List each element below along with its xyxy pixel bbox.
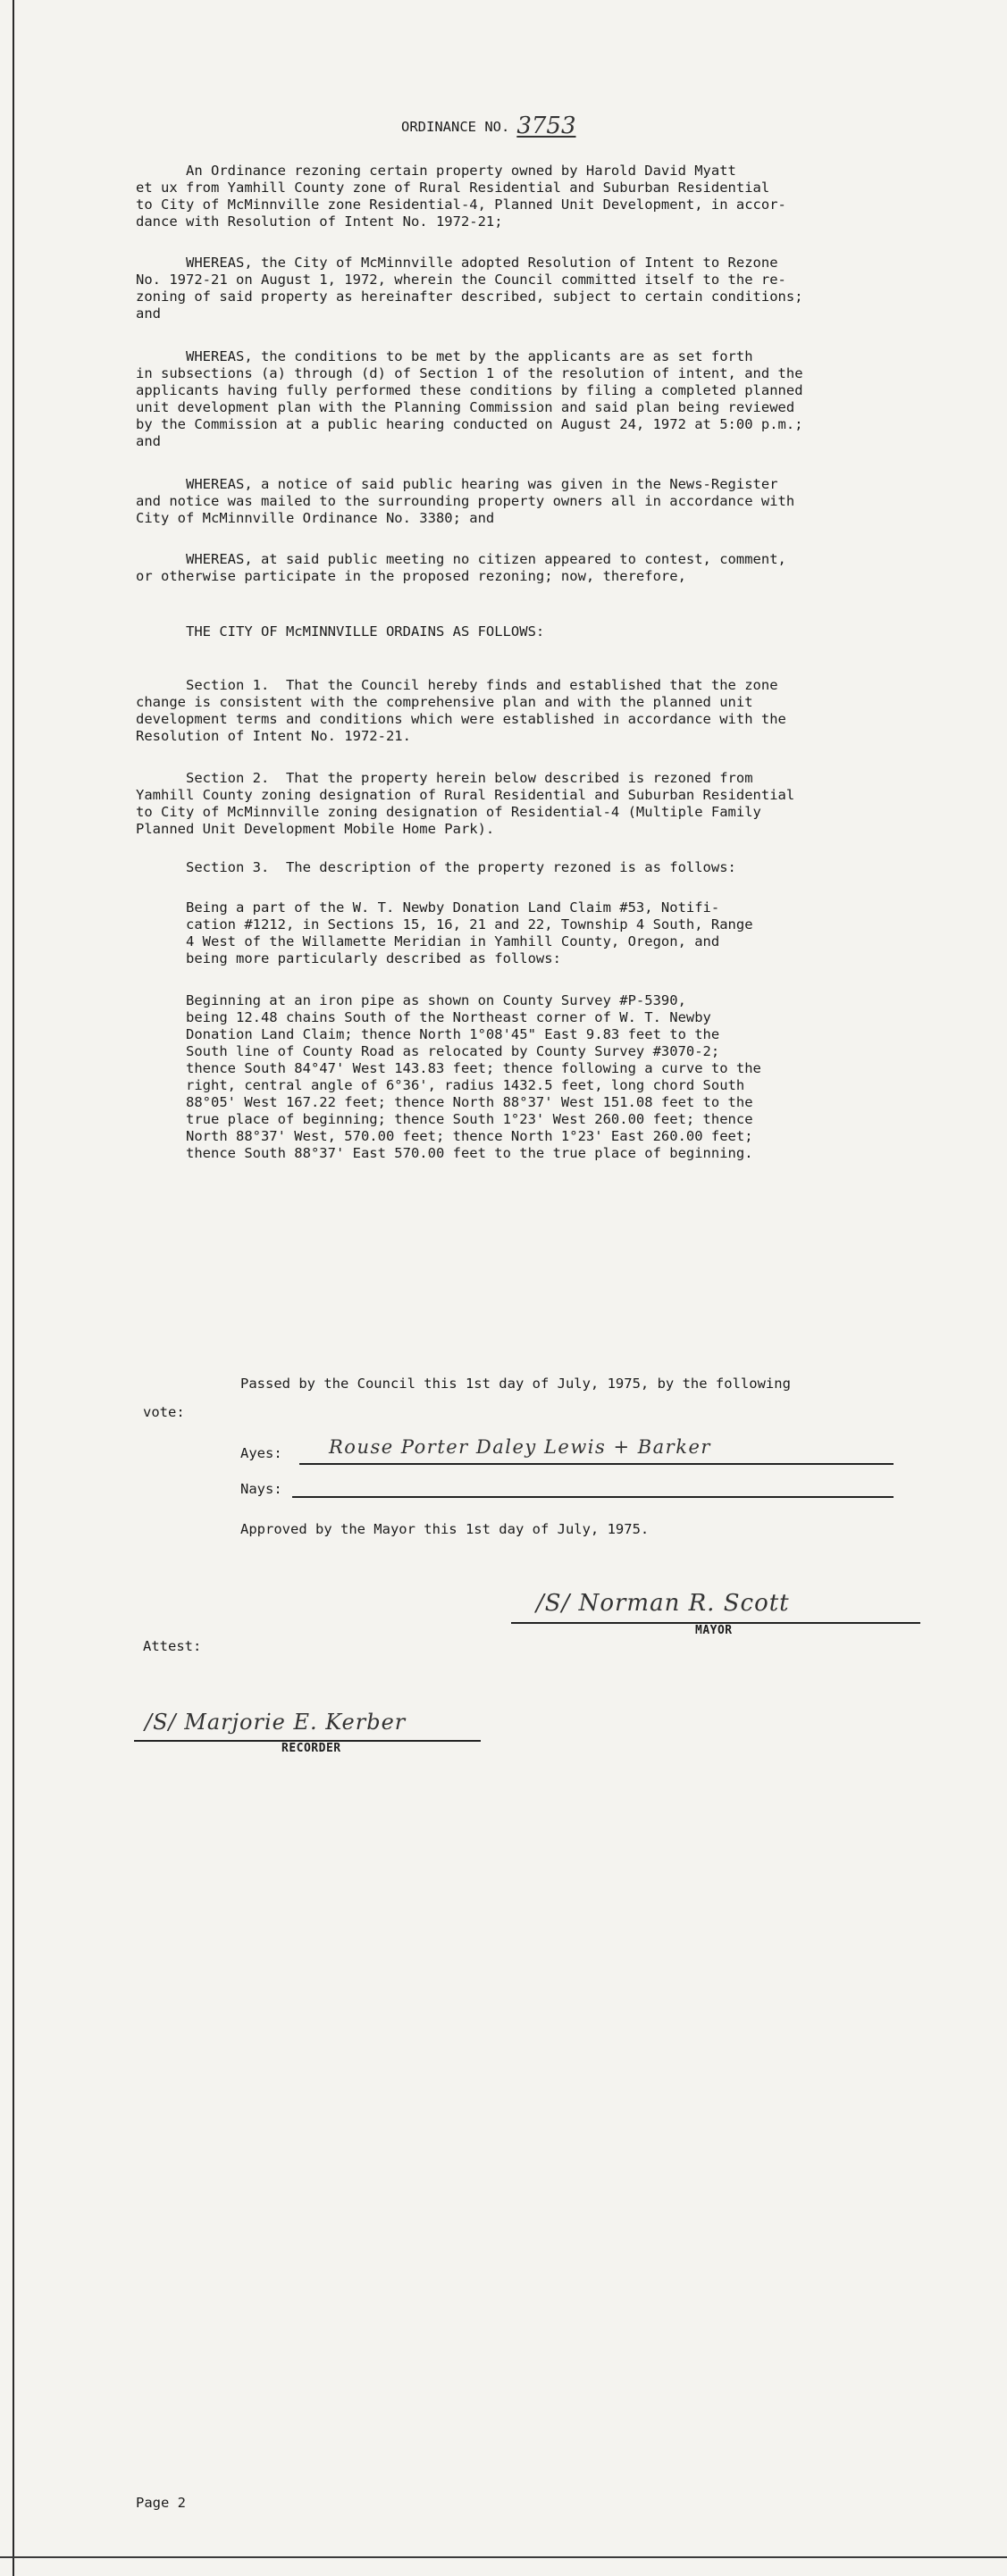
nays-line [292,1496,894,1498]
page-edge-bottom [0,2556,1007,2558]
intro-paragraph: An Ordinance rezoning certain property owned by Harold David Myatt et ux from Yamhill County zone of Rural Residential and Suburban Residential to City of McMinnville zone Residential-4, Planned Unit Development, in accor- dance with Resolution of Intent No. 1972-21; [136,163,786,230]
page-label: Page 2 [136,2495,186,2511]
vote-label: vote: [143,1404,185,1420]
property-description-1: Being a part of the W. T. Newby Donation Land Claim #53, Notifi- cation #1212, in Sections 15, 16, 21 and 22, Township 4 South, Range 4 West of the Willamette Meridian in Yamhill County, Oregon, and being more particularly described as follows: [185,899,753,966]
passed-line: Passed by the Council this 1st day of July, 1975, by the following [240,1376,791,1392]
recorder-caption: RECORDER [281,1742,341,1755]
nays-label: Nays: [240,1481,282,1497]
ayes-label: Ayes: [240,1445,282,1461]
whereas-paragraph-3: WHEREAS, a notice of said public hearing was given in the News-Register and notice was mailed to the surrounding property owners all in accordance with City of McMinnville Ordinance No. 3380; and [136,476,795,526]
ordinance-number: 3753 [516,113,576,139]
page-edge-left [13,0,14,2576]
section-1-paragraph: Section 1. That the Council hereby finds and established that the zone change is consistent with the comprehensive plan and with the planned unit development terms and conditions which were established in accordance with the Resolution of Intent No. 1972-21. [136,677,786,744]
section-2-paragraph: Section 2. That the property herein below described is rezoned from Yamhill County zoning designation of Rural Residential and Suburban Residential to City of McMinnville zoning designation of Residential-4 (Multiple Family Planned Unit Development Mobile Home Park). [136,770,795,837]
ayes-names: Rouse Porter Daley Lewis + Barker [329,1436,711,1458]
mayor-caption: MAYOR [695,1624,733,1637]
section-3-paragraph: Section 3. The description of the property rezoned is as follows: [136,859,736,875]
whereas-paragraph-1: WHEREAS, the City of McMinnville adopted Resolution of Intent to Rezone No. 1972-21 on August 1, 1972, wherein the Council committed itself to the re- zoning of said property as hereinafter described, subject to certain conditions; and [136,255,803,322]
recorder-signature: /S/ Marjorie E. Kerber [145,1710,407,1735]
attest-label: Attest: [143,1638,202,1654]
approved-line: Approved by the Mayor this 1st day of July, 1975. [240,1521,650,1537]
whereas-paragraph-2: WHEREAS, the conditions to be met by the applicants are as set forth in subsections (a) through (d) of Section 1 of the resolution of intent, and the applicants having fully performed these conditions by filing a completed planned unit development plan with the Planning Commission and said plan being reviewed by the Commission at a public hearing conducted on August 24, 1972 at 5:00 p.m.; and [136,348,803,449]
mayor-signature: /S/ Norman R. Scott [536,1590,790,1617]
ordinance-title [401,113,576,139]
title-label: ORDINANCE NO. [401,119,510,135]
ordains-heading: THE CITY OF McMINNVILLE ORDAINS AS FOLLOWS: [136,623,545,640]
ayes-line [299,1463,894,1465]
property-description-2: Beginning at an iron pipe as shown on County Survey #P-5390, being 12.48 chains South of the Northeast corner of W. T. Newby Donation Land Claim; thence North 1°08'45" East 9.83 feet to the South line of County Road as relocated by County Survey #3070-2; thence South 84°47' West 143.83 feet; thence following a curve to the right, central angle of 6°36', radius 1432.5 feet, long chord South 88°05' West 167.22 feet; thence North 88°37' West 151.08 feet to the true place of beginning; thence South 1°23' West 260.00 feet; thence North 88°37' West, 570.00 feet; thence North 1°23' East 260.00 feet; thence South 88°37' East 570.00 feet to the true place of beginning. [185,992,761,1161]
whereas-paragraph-4: WHEREAS, at said public meeting no citizen appeared to contest, comment, or otherwise participate in the proposed rezoning; now, therefore, [136,551,786,584]
